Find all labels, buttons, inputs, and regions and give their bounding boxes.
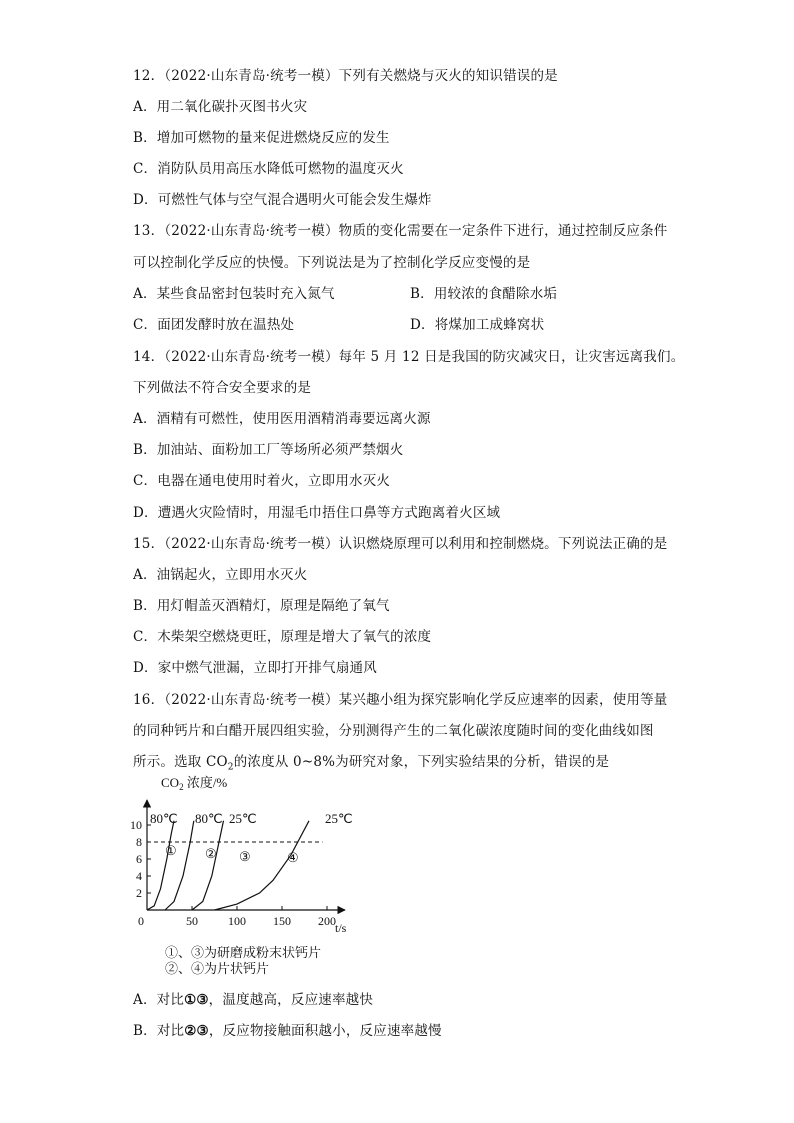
q13-option-c: C．面团发酵时放在温热处 bbox=[133, 317, 295, 333]
q13-stem-line2: 可以控制化学反应的快慢。下列说法是为了控制化学反应变慢的是 bbox=[133, 255, 531, 271]
series-temp-label: 80℃ bbox=[195, 811, 223, 826]
series-number-label: ③ bbox=[239, 849, 251, 864]
q16-option-a: A．对比①③，温度越高，反应速率越快 bbox=[133, 992, 374, 1008]
q14-stem-line1: 14．（2022·山东青岛·统考一模）每年 5 月 12 日是我国的防灾减灾日，让灾害远离我们。 bbox=[133, 349, 685, 365]
q12-option-c: C．消防队员用高压水降低可燃物的温度灭火 bbox=[133, 161, 404, 177]
q15-option-d: D．家中燃气泄漏，立即打开排气扇通风 bbox=[133, 660, 377, 676]
series-number-label: ④ bbox=[287, 850, 299, 865]
y-tick-label: 2 bbox=[136, 886, 142, 900]
q12-option-a: A．用二氧化碳扑灭图书火灾 bbox=[133, 99, 308, 115]
chart-legend-1: ①、③为研磨成粉末状钙片 bbox=[165, 946, 322, 961]
x-tick-label: 150 bbox=[273, 914, 291, 928]
y-tick-label: 10 bbox=[130, 818, 142, 832]
series-curve-4 bbox=[215, 821, 310, 910]
y-tick-label: 6 bbox=[136, 852, 142, 866]
series-curve-2 bbox=[165, 821, 194, 910]
q16-option-b: B．对比②③，反应物接触面积越小，反应速率越慢 bbox=[133, 1023, 442, 1039]
series-temp-label: 25℃ bbox=[229, 811, 257, 826]
q15-stem: 15．（2022·山东青岛·统考一模）认识燃烧原理可以利用和控制燃烧。下列说法正确的是 bbox=[133, 536, 668, 552]
x-tick-label: 100 bbox=[228, 914, 246, 928]
q14-option-d: D．遭遇火灾险情时，用湿毛巾捂住口鼻等方式跑离着火区域 bbox=[133, 505, 501, 521]
q14-stem-line2: 下列做法不符合安全要求的是 bbox=[133, 380, 312, 396]
x-tick-label: 50 bbox=[186, 914, 198, 928]
q15-option-a: A．油锅起火，立即用水灭火 bbox=[133, 567, 308, 583]
series-curve-1 bbox=[147, 821, 174, 910]
q12-option-d: D．可燃性气体与空气混合遇明火可能会发生爆炸 bbox=[133, 192, 432, 208]
y-tick-label: 4 bbox=[136, 869, 142, 883]
q13-option-a: A．某些食品密封包装时充入氮气 bbox=[133, 286, 335, 302]
q16-stem-line1: 16．（2022·山东青岛·统考一模）某兴趣小组为探究影响化学反应速率的因素，使用等量 bbox=[133, 692, 668, 708]
q16-stem-line2: 的同种钙片和白醋开展四组实验，分别测得产生的二氧化碳浓度随时间的变化曲线如图 bbox=[133, 723, 654, 739]
series-curve-3 bbox=[192, 821, 224, 910]
q12-stem: 12．（2022·山东青岛·统考一模）下列有关燃烧与灭火的知识错误的是 bbox=[133, 68, 558, 84]
q12-option-b: B．增加可燃物的量来促进燃烧反应的发生 bbox=[133, 130, 390, 146]
y-tick-label: 8 bbox=[136, 835, 142, 849]
q13-stem-line1: 13．（2022·山东青岛·统考一模）物质的变化需要在一定条件下进行，通过控制反应条件 bbox=[133, 223, 668, 239]
x-tick-label: 0 bbox=[138, 914, 144, 928]
co2-concentration-chart bbox=[132, 775, 382, 940]
q14-option-b: B．加油站、面粉加工厂等场所必须严禁烟火 bbox=[133, 442, 404, 458]
series-temp-label: 25℃ bbox=[325, 811, 353, 826]
q15-option-b: B．用灯帽盖灭酒精灯，原理是隔绝了氧气 bbox=[133, 598, 390, 614]
q15-option-c: C．木柴架空燃烧更旺，原理是增大了氧气的浓度 bbox=[133, 629, 432, 645]
series-number-label: ① bbox=[165, 843, 177, 858]
series-temp-label: 80℃ bbox=[150, 811, 178, 826]
series-number-label: ② bbox=[205, 846, 217, 861]
x-tick-label: 200 bbox=[318, 914, 336, 928]
x-axis-label: t/s bbox=[335, 921, 347, 935]
q14-option-c: C．电器在通电使用时着火，立即用水灭火 bbox=[133, 473, 391, 489]
q13-option-b: B．用较浓的食醋除水垢 bbox=[410, 286, 558, 302]
y-axis-label: $CO_2$ 浓度/% bbox=[161, 775, 228, 792]
q13-option-d: D．将煤加工成蜂窝状 bbox=[410, 317, 545, 333]
q16-stem-line3: 所示。选取 $CO_2$的浓度从 0~8%为研究对象，下列实验结果的分析，错误的是 bbox=[133, 754, 610, 773]
chart-legend-2: ②、④为片状钙片 bbox=[165, 962, 270, 977]
q14-option-a: A．酒精有可燃性，使用医用酒精消毒要远离火源 bbox=[133, 411, 431, 427]
